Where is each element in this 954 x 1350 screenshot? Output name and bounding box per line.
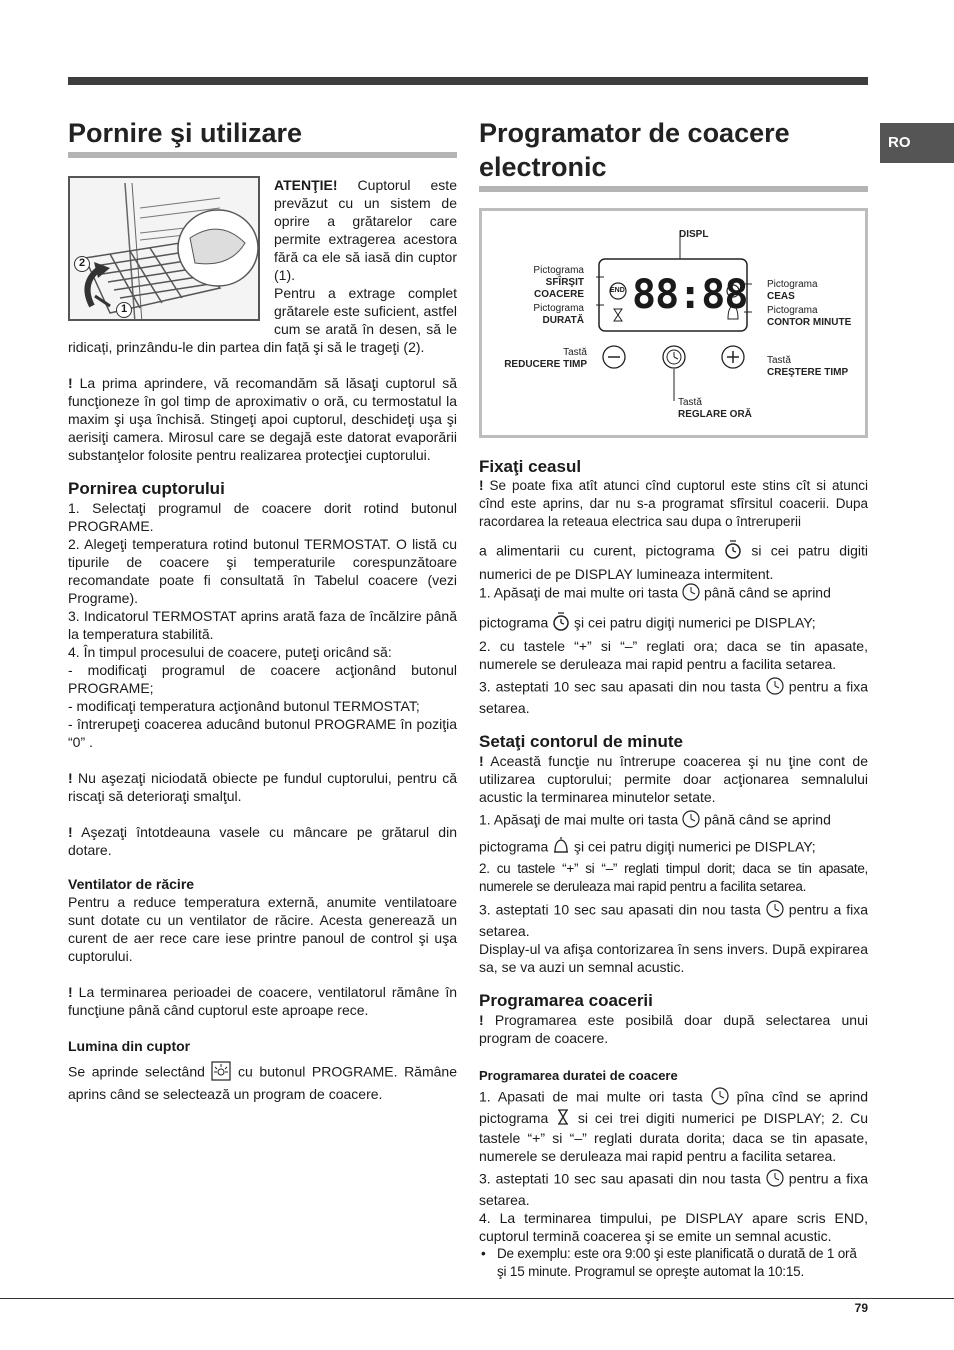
section-title-programmer: Programator de coacere electronic bbox=[479, 116, 868, 192]
start-step: - modificaţi programul de coacere acţionând butonul PROGRAME; bbox=[68, 662, 457, 696]
label-displ: DISPL bbox=[679, 229, 709, 240]
extract-paragraph: Pentru a extrage complet grătarele este suficient, astfel cum se arată în desen, să le ridicați, prinzându-le din partea din față şi să le trageţi (2). bbox=[68, 285, 457, 355]
clock-key-icon bbox=[682, 583, 700, 605]
right-column bbox=[479, 116, 868, 1281]
clock-pictogram-icon bbox=[552, 611, 570, 637]
figure-label-2: 2 bbox=[74, 256, 90, 272]
heading-minute-minder: Setaţi contorul de minute bbox=[479, 732, 684, 751]
first-use-note: ! La prima aprindere, vă recomandăm să lăsaţi cuptorul să funcţioneze în gol timp de aproximativ o oră, cu termostatul la maxim şi uşa închisă. Stingeţi apoi cuptorul, deschideţi uşa şi aerisiţi camera. Mirosul care se degajă este datorat evaporării substanţelor folosite pentru realizarea protecţiei cuptorului. bbox=[68, 375, 457, 463]
minutes-step-1: 1. Apăsaţi de mai multe ori tasta până când se aprind bbox=[479, 810, 868, 832]
clock-key-icon bbox=[766, 900, 784, 922]
top-rule bbox=[68, 77, 868, 85]
duration-step-4: 4. La terminarea timpului, pe DISPLAY apare scris END, cuptorul termină coacerea şi se emite un semnal acustic. bbox=[479, 1210, 868, 1245]
lcd-digits: 88:88 bbox=[632, 272, 748, 318]
start-step: - întrerupeţi coacerea aducând butonul PROGRAME în poziţia “0” . bbox=[68, 716, 457, 750]
clock-flash: a alimentarii cu curent, pictograma si cei patru digiti numerici de pe DISPLAY lumineaza intermitent. bbox=[479, 539, 868, 583]
oven-lamp-icon bbox=[211, 1061, 231, 1085]
oven-rack-illustration bbox=[68, 176, 260, 321]
heading-programming: Programarea coacerii bbox=[479, 991, 653, 1010]
end-icon-label: END bbox=[610, 287, 625, 294]
clock-step-2: 2. cu tastele “+” si “–” reglati ora; daca se tin apasate, numerele se deruleaza mai rapid pentru a facilita setarea. bbox=[479, 638, 868, 672]
clock-intro: ! Se poate fixa atît atunci cînd cuptorul este stins cît si atunci cînd este aprins, dar nu s-a programat sfîrsitul coacerii. Dupa racordarea la reteaua electrica sau dupa o întreruperii bbox=[479, 478, 868, 529]
figure-label-1: 1 bbox=[116, 302, 132, 318]
heading-set-clock: Fixaţi ceasul bbox=[479, 457, 582, 476]
start-step: 1. Selectaţi programul de coacere dorit rotind butonul PROGRAME. bbox=[68, 500, 457, 534]
fan-note: ! La terminarea perioadei de coacere, ventilatorul rămâne în funcţiune până când cuptorul este aproape rece. bbox=[68, 984, 457, 1018]
attention-label: ATENŢIE! bbox=[274, 177, 338, 193]
label-clock-icon: Pictograma CEAS bbox=[767, 279, 818, 302]
label-minus-key: Tastă REDUCERE TIMP bbox=[504, 347, 587, 370]
language-tab: RO bbox=[880, 123, 954, 163]
warning-grill: ! Aşezaţi întotdeauna vasele cu mâncare pe grătarul din dotare. bbox=[68, 824, 457, 858]
heading-start-oven: Pornirea cuptorului bbox=[68, 479, 225, 498]
label-minute-icon: Pictograma CONTOR MINUTE bbox=[767, 305, 852, 328]
fan-paragraph: Pentru a reduce temperatura externă, anumite ventilatoare sunt dotate cu un ventilator de răcire. Acesta generează un curent de aer rece care iese printre panoul de control şi uşa cuptorului. bbox=[68, 894, 457, 964]
clock-key-icon bbox=[766, 677, 784, 699]
duration-example: • De exemplu: este ora 9:00 şi este planificată o durată de 1 oră şi 15 minute. Programul se opreşte automat la 10:15. bbox=[479, 1245, 868, 1281]
label-plus-key: Tastă CREŞTERE TIMP bbox=[767, 355, 849, 378]
label-duration-icon: Pictograma DURATĂ bbox=[533, 303, 584, 326]
bell-icon bbox=[552, 836, 570, 860]
section-title-start: Pornire şi utilizare bbox=[68, 116, 457, 158]
control-panel-diagram bbox=[479, 208, 868, 438]
clock-key-icon bbox=[711, 1087, 729, 1109]
attention-block bbox=[68, 176, 457, 356]
left-column bbox=[68, 116, 457, 1103]
hourglass-icon bbox=[555, 1109, 571, 1129]
start-steps bbox=[68, 499, 457, 751]
heading-oven-light: Lumina din cuptor bbox=[68, 1038, 191, 1054]
duration-step-3: 3. asteptati 10 sec sau apasati din nou tasta pentru a fixa setarea. bbox=[479, 1171, 868, 1209]
programming-intro: ! Programarea este posibilă doar după selectarea unui program de coacere. bbox=[479, 1012, 868, 1046]
label-set-key: Tastă REGLARE ORĂ bbox=[678, 397, 752, 420]
minutes-step-3: 3. asteptati 10 sec sau apasati din nou tasta pentru a fixa setarea. bbox=[479, 901, 868, 939]
start-step: 3. Indicatorul TERMOSTAT aprins arată faza de încălzire până la temperatura stabilită. bbox=[68, 608, 457, 642]
start-step: - modificaţi temperatura acţionând butonul TERMOSTAT; bbox=[68, 698, 420, 714]
heading-duration-programming: Programarea duratei de coacere bbox=[479, 1068, 678, 1083]
clock-key-icon bbox=[682, 810, 700, 832]
bottom-rule bbox=[0, 1298, 954, 1299]
heading-cooling-fan: Ventilator de răcire bbox=[68, 876, 195, 892]
duration-step-1: 1. Apasati de mai multe ori tasta pîna cînd se aprind pictograma si cei trei digiti numerici pe DISPLAY; 2. Cu tastele “+” si “–” reglati durata dorita; daca se tin apasate, numerele se deruleaza mai rapid pentru a facilita setarea. bbox=[479, 1088, 868, 1165]
page-number: 79 bbox=[854, 1301, 868, 1315]
clock-pictogram-icon bbox=[724, 539, 742, 565]
minutes-intro: ! Această funcţie nu întrerupe coacerea şi nu ţine cont de utilizarea cuptorului; permite doar acţionarea semnalului acustic la terminarea minutelor setate. bbox=[479, 753, 868, 805]
label-end-icon: Pictograma SFÎRŞIT COACERE bbox=[533, 265, 584, 300]
warning-bottom: ! Nu aşezaţi niciodată obiecte pe fundul cuptorului, pentru că riscaţi să deterioraţi smalţul. bbox=[68, 770, 457, 804]
clock-step-3: 3. asteptati 10 sec sau apasati din nou tasta pentru a fixa setarea. bbox=[479, 678, 868, 716]
minutes-countdown-note: Display-ul va afişa contorizarea în sens invers. După expirarea sa, se va auzi un semnal acustic. bbox=[479, 941, 868, 975]
clock-key-icon bbox=[766, 1169, 784, 1191]
light-paragraph: Se aprinde selectând cu butonul PROGRAME. Rămâne aprins când se selectează un program de coacere. bbox=[68, 1061, 457, 1103]
clock-step-1: 1. Apăsaţi de mai multe ori tasta până când se aprind bbox=[479, 583, 868, 605]
start-step: 4. În timpul procesului de coacere, puteţi oricând să: bbox=[68, 644, 392, 660]
start-step: 2. Alegeţi temperatura rotind butonul TERMOSTAT. O listă cu tipurile de coacere şi temperaturile corespunzătoare recomandate poate fi consultată în Tabelul coacere (vezi Programe). bbox=[68, 536, 457, 606]
attention-paragraph: ATENŢIE! Cuptorul este prevăzut cu un sistem de oprire a grătarelor care permite extragerea acestora fără ca ele să iasă din cuptor (1). bbox=[274, 177, 457, 283]
minutes-step-1b: pictograma şi cei patru digiţi numerici pe DISPLAY; bbox=[479, 836, 868, 860]
clock-step-1b: pictograma şi cei patru digiţi numerici pe DISPLAY; bbox=[479, 611, 868, 637]
minutes-step-2: 2. cu tastele “+” si “–” reglati timpul dorit; daca se tin apasate, numerele se deruleaza mai rapid pentru a facilita setarea. bbox=[479, 861, 868, 894]
